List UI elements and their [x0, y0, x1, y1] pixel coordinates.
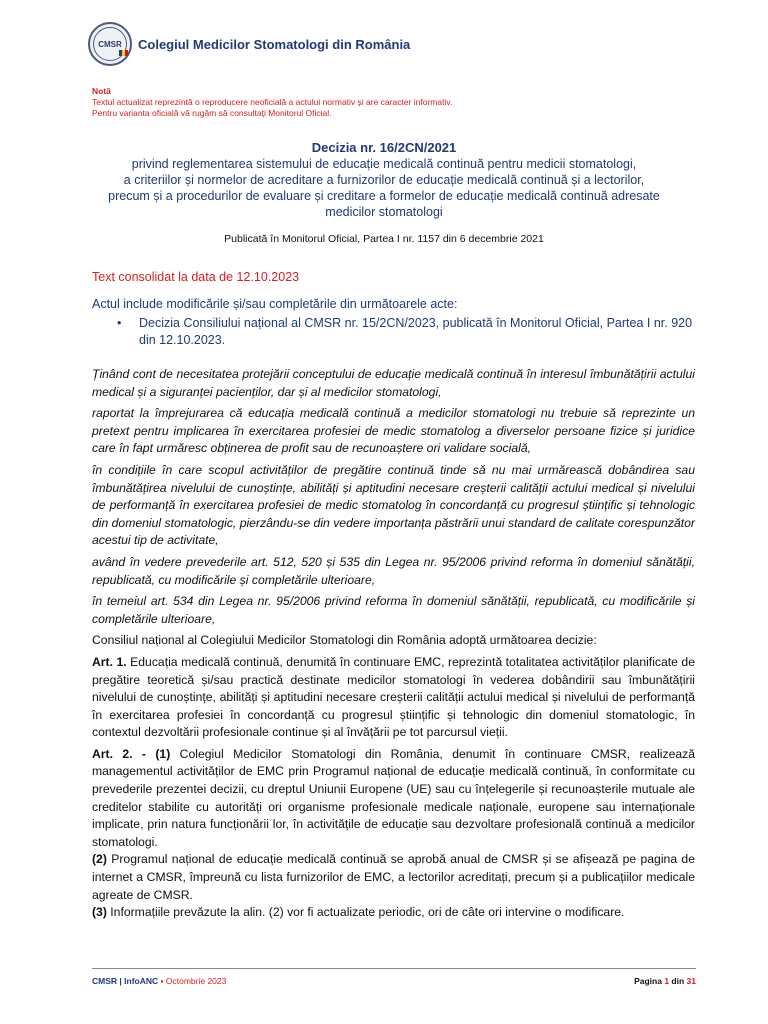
- footer-dot: ▪: [158, 976, 166, 986]
- decision-number: Decizia nr. 16/2CN/2021: [311, 140, 457, 155]
- article-2-paragraph-2: [92, 851, 695, 904]
- title-line-4: medicilor stomatologi: [325, 205, 443, 219]
- page-header: [88, 22, 410, 66]
- amending-acts-intro: Actul include modificările și/sau completările din următoarele acte:: [92, 297, 458, 311]
- article-2-paragraph-3: [92, 904, 695, 922]
- adoption-statement: Consiliul național al Colegiului Medicilor Stomatologi din România adoptă următoarea decizie:: [92, 633, 597, 648]
- preamble-paragraph-5: în temeiul art. 534 din Legea nr. 95/2006 privind reforma în domeniul sănătății, republicată, cu modificările și completările ulterioare,: [92, 594, 695, 626]
- logo-seal: CMSR: [93, 27, 127, 61]
- article-1: [92, 654, 695, 742]
- article-2-text: Colegiul Medicilor Stomatologi din România, denumit în continuare CMSR, realizează managementul activităților de EMC prin Programul național de educație medicală continuă, în conformitate cu prevederile prezentei decizii, cu dreptul Uniunii Europene (UE) sau cu înțelegerile și recunoașterile mutuale ale creditelor stabilite cu autorități ori organisme profesionale medicale naționale, europene sau internaționale implicate, prin natura funcționării lor, în activitățile de educație sau dezvoltare profesională continuă a medicilor stomatologi.: [92, 746, 696, 849]
- note-line-2: Pentru varianta oficială vă rugăm să consultați Monitorul Oficial.: [92, 108, 332, 118]
- decision-title: [60, 139, 708, 220]
- page-footer: [92, 976, 696, 986]
- title-line-2: a criteriilor și normelor de acreditare a furnizorilor de educație medicală continuă și a lectorilor,: [123, 173, 645, 187]
- title-line-1: privind reglementarea sistemului de educație medicală continuă pentru medicii stomatologi,: [131, 157, 637, 171]
- paragraph-2-label: (2): [92, 852, 107, 867]
- article-2-label: Art. 2. - (1): [92, 746, 171, 761]
- article-1-label: Art. 1.: [92, 654, 127, 669]
- disclaimer-note: [92, 86, 452, 119]
- footer-org: CMSR: [92, 976, 118, 986]
- total-pages: 31: [686, 976, 696, 986]
- footer-left: [92, 976, 226, 986]
- current-page: 1: [664, 976, 670, 986]
- page-mid: din: [669, 976, 687, 986]
- preamble-paragraph-3: în condițiile în care scopul activităților de pregătire continuă tinde să nu mai urmărească dobândirea sau îmbunătățirea nivelului de cunoștințe, abilități și aptitudini necesare creșterii calității actului medical și nivelului de performanță în exercitarea profesiei de medic stomatolog în concordanță cu progresul științific și tehnologic din domeniul stomatologic, pierzându-se din vedere importanța păstrării unui standard de calitate corespunzător acestui tip de activitate,: [92, 462, 695, 548]
- footer-date: Octombrie 2023: [165, 976, 227, 986]
- footer-divider: [92, 968, 696, 969]
- cmsr-logo: [88, 22, 132, 66]
- note-line-1: Textul actualizat reprezintă o reproducere neoficială a actului normativ și are caracter informativ.: [92, 97, 453, 107]
- consolidated-date: Text consolidat la data de 12.10.2023: [92, 270, 300, 284]
- paragraph-3-text: Informațiile prevăzute la alin. (2) vor fi actualizate periodic, ori de câte ori intervine o modificare.: [106, 905, 625, 920]
- title-line-3: precum și a procedurilor de evaluare și creditare a formelor de educație medicală continuă adresate: [108, 189, 660, 203]
- footer-info: InfoANC: [124, 976, 159, 986]
- romanian-flag-icon: [119, 50, 128, 56]
- publication-info: Publicată în Monitorul Oficial, Partea I nr. 1157 din 6 decembrie 2021: [224, 233, 544, 245]
- preamble-paragraph-1: Ținând cont de necesitatea protejării conceptului de educație medicală continuă în interesul îmbunătățirii actului medical și a siguranței pacienților, dar și al medicilor stomatologi,: [92, 367, 695, 399]
- page-number: [634, 976, 696, 986]
- document-body: [92, 366, 695, 926]
- footer-separator: |: [117, 976, 125, 986]
- amending-act-item: [117, 315, 707, 349]
- paragraph-3-label: (3): [92, 905, 107, 920]
- amending-act-text: Decizia Consiliului național al CMSR nr. 15/2CN/2023, publicată în Monitorul Oficial, Partea I nr. 920 din 12.10.2023.: [139, 316, 693, 347]
- bullet-icon: •: [117, 316, 122, 330]
- page-prefix: Pagina: [634, 976, 665, 986]
- preamble-paragraph-4: având în vedere prevederile art. 512, 520 și 535 din Legea nr. 95/2006 privind reforma în domeniul sănătății, republicată, cu modificările și completările ulterioare,: [92, 554, 695, 587]
- org-name: Colegiul Medicilor Stomatologi din România: [138, 36, 411, 52]
- note-title: Notă: [92, 86, 111, 96]
- article-1-text: Educația medicală continuă, denumită în continuare EMC, reprezintă totalitatea activităților planificate de pregătire teoretică și/sau practică destinate medicilor stomatologi în vederea dobândirii sau îmbunătățirii nivelului de cunoștințe, abilități și aptitudini necesare creșterii calității actului medical și nivelului de performanță în exercitarea profesiei în concordanță cu progresul științific și tehnologic din domeniul stomatologic, în contextul dezvoltării profesionale continue și al învățării pe tot parcursul vieții.: [92, 654, 695, 740]
- preamble-paragraph-2: raportat la împrejurarea că educația medicală continuă a medicilor stomatologi nu trebuie să reprezinte un pretext pentru implicarea în exercitarea profesiei de medic stomatolog a diverselor persoane fizice și juridice care în fapt urmăresc obținerea de profit sau de recunoaștere ori validare socială,: [92, 406, 695, 456]
- paragraph-2-text: Programul național de educație medicală continuă se aprobă anual de CMSR și se afișează pe pagina de internet a CMSR, împreună cu lista furnizorilor de EMC, a lectorilor acreditați, precum și a publicațiilor medicale agreate de CMSR.: [92, 852, 695, 902]
- article-2: [92, 746, 695, 852]
